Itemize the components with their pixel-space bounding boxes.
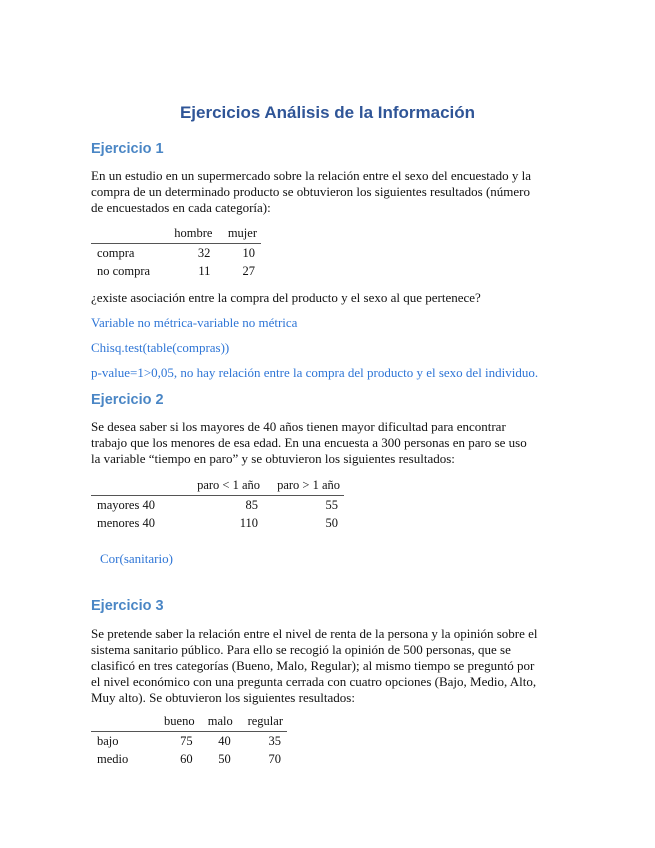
table-row	[91, 496, 344, 515]
table-cell: menores 40	[97, 515, 155, 530]
table-header-cell	[91, 713, 154, 732]
intro-line: sistema sanitario público. Para ello se recogió la opinión de 500 personas, que se	[91, 642, 511, 657]
table-header-cell	[91, 225, 161, 244]
table-header-cell	[91, 477, 184, 496]
ejercicio-1-table	[91, 225, 261, 280]
table-cell: 32	[197, 245, 211, 260]
table-cell: compra	[97, 245, 135, 260]
table-header-cell: mujer	[216, 225, 261, 244]
table-header-cell: bueno	[154, 713, 199, 732]
table-cell: bajo	[97, 733, 119, 748]
ejercicio-2-note: Cor(sanitario)	[100, 551, 173, 566]
table-cell: 110	[239, 515, 258, 530]
table-cell: 50	[325, 515, 338, 530]
table-cell: 60	[180, 751, 193, 766]
ejercicio-1-answer-type: Variable no métrica-variable no métrica	[91, 315, 298, 330]
table-header-cell: malo	[199, 713, 237, 732]
table-cell: 55	[325, 497, 338, 512]
table-row	[91, 262, 261, 280]
table-cell: 50	[218, 751, 231, 766]
intro-line: la variable “tiempo en paro” y se obtuvieron los siguientes resultados:	[91, 451, 455, 466]
intro-line: Muy alto). Se obtuvieron los siguientes resultados:	[91, 690, 355, 705]
intro-line: Se pretende saber la relación entre el nivel de renta de la persona y la opinión sobre el	[91, 626, 538, 641]
ejercicio-3-table	[91, 713, 287, 768]
table-header-cell: paro > 1 año	[264, 477, 344, 496]
table-cell: 85	[245, 497, 258, 512]
table-cell: 11	[198, 263, 211, 278]
ejercicio-3-intro	[91, 626, 571, 706]
ejercicio-2-heading: Ejercicio 2	[91, 392, 164, 408]
table-header-row	[91, 713, 287, 732]
ejercicio-1-intro	[91, 168, 571, 216]
ejercicio-1-question: ¿existe asociación entre la compra del producto y el sexo al que pertenece?	[91, 290, 481, 305]
table-cell: 40	[218, 733, 231, 748]
table-row	[91, 732, 287, 751]
intro-line: clasificó en tres categorías (Bueno, Malo, Regular); al mismo tiempo se preguntó por	[91, 658, 535, 673]
intro-line: de encuestados en cada categoría):	[91, 200, 271, 215]
table-row	[91, 750, 287, 768]
table-cell: mayores 40	[97, 497, 155, 512]
table-header-cell: paro < 1 año	[184, 477, 264, 496]
table-header-row	[91, 225, 261, 244]
ejercicio-1-answer-result: p-value=1>0,05, no hay relación entre la compra del producto y el sexo del individuo.	[91, 365, 539, 380]
table-cell: 70	[268, 751, 281, 766]
intro-line: el nivel económico con una pregunta cerrada con cuatro opciones (Bajo, Medio, Alto,	[91, 674, 537, 689]
table-cell: 27	[242, 263, 255, 278]
table-header-row	[91, 477, 344, 496]
table-cell: no compra	[97, 263, 151, 278]
table-row	[91, 244, 261, 263]
table-header-cell: regular	[237, 713, 287, 732]
ejercicio-2-intro	[91, 419, 571, 467]
table-cell: 75	[180, 733, 193, 748]
ejercicio-3-heading: Ejercicio 3	[91, 598, 164, 614]
ejercicio-2-table	[91, 477, 344, 532]
table-cell: medio	[97, 751, 129, 766]
table-cell: 35	[268, 733, 281, 748]
intro-line: Se desea saber si los mayores de 40 años tienen mayor dificultad para encontrar	[91, 419, 506, 434]
intro-line: compra de un determinado producto se obtuvieron los siguientes resultados (número	[91, 184, 531, 199]
intro-line: trabajo que los menores de esa edad. En una encuesta a 300 personas en paro se uso	[91, 435, 527, 450]
table-cell: 10	[242, 245, 255, 260]
ejercicio-1-heading: Ejercicio 1	[91, 141, 164, 157]
ejercicio-1-answer-code: Chisq.test(table(compras))	[91, 340, 230, 355]
page-title: Ejercicios Análisis de la Información	[179, 103, 476, 122]
table-header-cell: hombre	[161, 225, 216, 244]
intro-line: En un estudio en un supermercado sobre la relación entre el sexo del encuestado y la	[91, 168, 532, 183]
table-row	[91, 514, 344, 532]
